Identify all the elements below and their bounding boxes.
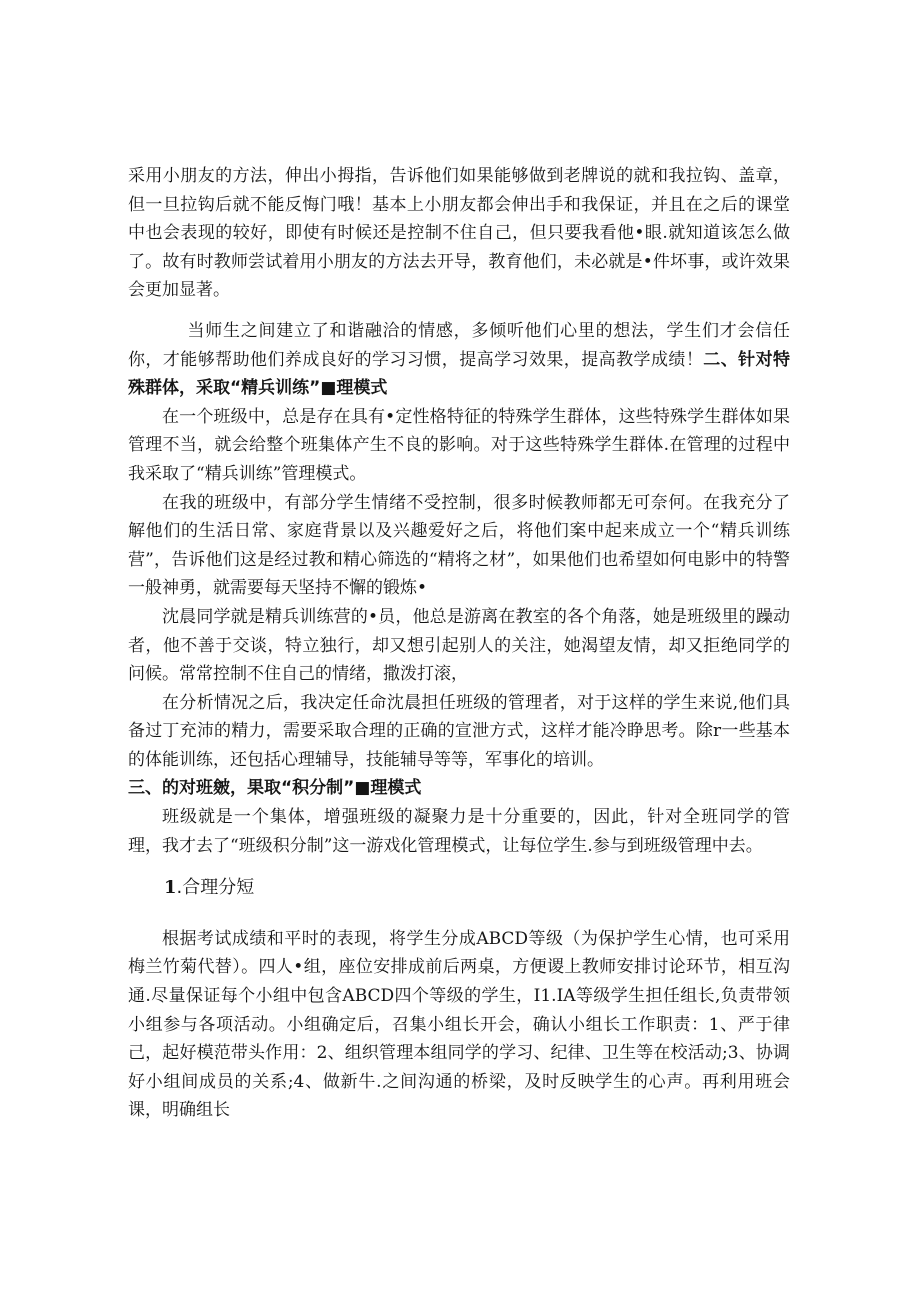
section-heading-3: 三、的对班皴，果取“积分制”■理模式: [128, 778, 422, 799]
paragraph: 根据考试成绩和平时的表现，将学生分成ABCD等级（为保护学生心情，也可采用梅兰竹菊代替）。四人•组，座位安排成前后两桌，方便谡上教师安排讨论环节，相互沟通.尽量保证每个小组中包含ABCD四个等级的学生，I1.IA等级学生担任组长,负责带领小组参与各项活动。小组确定后，召集小组长开会，确认小组长工作职责：1、严于律己，起好模范带头作用：2、组织管理本组同学的学习、纪律、卫生等在校活动;3、协调好小组间成员的关系;4、做新牛.之间沟通的桥梁，及时反映学生的心声。再利用班会课，明确组长: [128, 928, 790, 1121]
document-body: [128, 162, 790, 1125]
paragraph: 班级就是一个集体，增强班级的凝聚力是十分重要的，因此，针对全班同学的管理，我才去了“班级积分制”这一游戏化管理模式，让每位学生.参与到班级管理中去。: [128, 807, 790, 856]
paragraph: 沈晨同学就是精兵训练营的•员，他总是游离在教室的各个角落，她是班级里的躁动者，他不善于交谈，特立独行，却又想引起别人的关注，她渴望友情，却又拒绝同学的问候。常常控制不住自己的情绪，撒泼打滚，: [128, 606, 790, 685]
paragraph: 在我的班级中，有部分学生情绪不受控制，很多时候教师都无可奈何。在我充分了解他们的生活日常、家庭背景以及兴趣爱好之后，将他们案中起来成立一个“精兵训练营”，告诉他们这是经过教和精心筛选的“精将之材”，如果他们也希望如何电影中的特警一般神勇，就需要每天坚持不懈的锻炼•: [128, 492, 790, 599]
paragraph-text: 当师生之间建立了和谐融洽的情感，多倾听他们心里的想法，学生们才会信任你，才能够帮助他们养成良好的学习习惯，提高学习效果，提高教学成绩！: [128, 320, 790, 370]
subsection-heading: [128, 874, 790, 903]
subsection-number: 1: [164, 877, 177, 899]
paragraph: 在一个班级中，总是存在具有•定性格特征的特殊学生群体，这些特殊学生群体如果管理不当，就会给整个班集体产生不良的影响。对于这些特殊学生群体.在管理的过程中我采取了“精兵训练”管理模式。: [128, 406, 790, 484]
subsection-title: .合理分短: [176, 877, 255, 899]
paragraph: [128, 317, 790, 403]
paragraph: 采用小朋友的方法，伸出小拇指，告诉他们如果能够做到老牌说的就和我拉钩、盖章，但一旦拉钩后就不能反悔门哦！基本上小朋友都会伸出手和我保证，并且在之后的课堂中也会表现的较好，即使有时候还是控制不住自己，但只要我看他•眼.就知道该怎么做了。故有时教师尝试着用小朋友的方法去开导，教育他们，未必就是•件坏事，或许效果会更加显著。: [128, 166, 790, 301]
paragraph: 在分析情况之后，我决定任命沈晨担任班级的管理者，对于这样的学生来说,他们具备过丁充沛的精力，需要采取合理的正确的宣泄方式，这样才能冷睁思考。除r一些基本的体能训练，还包括心理辅导，技能辅导等等，军事化的培训。: [128, 692, 790, 770]
section-heading-2: 二、针对特殊群体，采取“精兵训练”■理模式: [128, 349, 791, 399]
